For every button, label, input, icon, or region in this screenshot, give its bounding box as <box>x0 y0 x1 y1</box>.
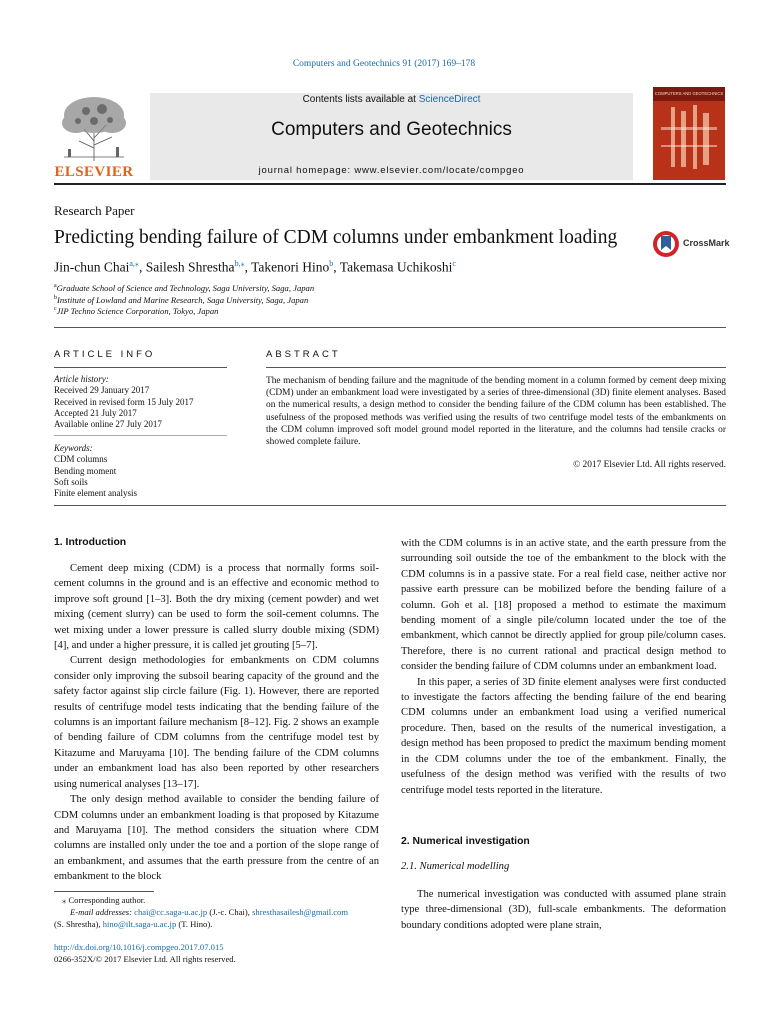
author-name[interactable]: Jin-chun Chai <box>54 259 130 275</box>
contents-line <box>150 94 633 105</box>
doi-link[interactable] <box>54 942 224 954</box>
history-label: Article history: <box>54 374 109 384</box>
footnote-rule <box>54 891 154 892</box>
crossmark-badge[interactable] <box>652 230 732 258</box>
paper-type: Research Paper <box>54 203 135 218</box>
left-column <box>54 561 379 885</box>
affiliation-marker: a <box>54 283 57 290</box>
affiliation-text: Graduate School of Science and Technology, Saga University, Saga, Japan <box>56 283 315 293</box>
keyword: Bending moment <box>54 465 117 476</box>
journal-homepage <box>150 165 633 176</box>
keyword: Soft soils <box>54 476 88 487</box>
sciencedirect-link[interactable]: ScienceDirect <box>418 94 481 105</box>
elsevier-tree-icon <box>54 93 134 163</box>
body-paragraph: The only design method available to consider the bending failure of CDM columns under an embankment loading is that proposed by Kitazume and Maruyama [10]. The method considers the situation where CDM columns are installed only under the toe and a portion of the slope range of an embankment, and assumes that the earth pressure from the centre of an embankment to the block <box>54 794 379 883</box>
author-list: Jin-chun Chai$^{a,⁎}$, Sailesh Shrestha$^{b,⁎}$, Takenori Hino$^b$, Takemasa Uchikoshi$^c$ <box>54 259 456 275</box>
article-history <box>54 374 234 430</box>
affiliation <box>54 283 314 293</box>
author-sup[interactable]: b <box>329 259 334 268</box>
body-paragraph: In this paper, a series of 3D finite element analyses were first conducted to investigate the factors affecting the bending failure of the end bearing CDM columns under an embankment load using a verified numerical procedure. Then, based on the results of the numerical investigation, a design method has been proposed to predict the maximum bending moment in the CDM columns under the toe of the embankment. Finally, the usefulness of the design method was verified with the results of two centrifuge model tests reported in the literature. <box>401 676 726 796</box>
email-link[interactable]: hino@ilt.saga-u.ac.jp <box>102 918 177 929</box>
header-rule <box>54 183 726 185</box>
email-link[interactable]: chai@cc.saga-u.ac.jp <box>134 907 208 917</box>
journal-citation[interactable]: Computers and Geotechnics 91 (2017) 169–178 <box>292 59 476 69</box>
journal-cover-image <box>653 87 725 180</box>
article-info-heading: ARTICLE INFO <box>54 349 156 360</box>
affiliation-text: Institute of Lowland and Marine Research, Saga University, Saga, Japan <box>57 295 309 305</box>
author-sup[interactable]: a,⁎ <box>129 259 139 268</box>
abstract-heading: ABSTRACT <box>266 349 341 360</box>
elsevier-logo <box>54 93 134 163</box>
author-name[interactable]: Sailesh Shrestha <box>145 259 235 275</box>
paper-title: Predicting bending failure of CDM columns under embankment loading <box>54 227 618 248</box>
body-paragraph: Current design methodologies for embankments on CDM columns consider only improving the subsoil bearing capacity of the ground and the safety factor against slip circle failure (Fig. 1). However, there are reported results of centrifuge model tests indicating that the bending failure of the columns is an important failure mechanism [8–12]. Fig. 2 shows an example of bending failure of CDM columns from the centrifuge model test by Kitazume and Maruyama [10]. The bending failure of the CDM columns under an embankment load has also been reported by other researchers using numerical analyses [13–17]. <box>54 655 379 790</box>
contents-prefix: Contents lists available at <box>302 94 419 105</box>
affiliation-marker: c <box>54 306 57 313</box>
affiliation <box>54 306 218 316</box>
corresponding-author-note: ⁎ Corresponding author. <box>62 895 146 905</box>
abstract-bottom-rule <box>54 505 726 506</box>
keyword: Finite element analysis <box>54 488 137 499</box>
keywords <box>54 443 234 499</box>
right-column <box>401 536 726 798</box>
body-paragraph: The numerical investigation was conducted with assumed plane strain type three-dimensional (3D), full-scale embankments. The deformation boundary conditions adopted were plane strain, <box>401 889 726 931</box>
email-owner: (T. Hino). <box>176 918 213 929</box>
keywords-rule <box>54 435 227 436</box>
affiliation-marker: b <box>54 295 57 302</box>
email-footnote <box>54 907 389 930</box>
history-item: Accepted 21 July 2017 <box>54 407 137 418</box>
affiliation <box>54 295 308 305</box>
doi-text[interactable]: http://dx.doi.org/10.1016/j.compgeo.2017.07.015 <box>54 942 224 952</box>
homepage-link[interactable]: www.elsevier.com/locate/compgeo <box>354 165 525 176</box>
issn-line: 0266-352X/© 2017 Elsevier Ltd. All rights reserved. <box>54 954 236 964</box>
history-item: Received 29 January 2017 <box>54 385 150 396</box>
homepage-prefix: journal homepage: <box>258 165 355 176</box>
email-owner: (S. Shrestha), <box>54 918 103 929</box>
right-column-section2 <box>401 887 726 933</box>
email-owner: (J.-c. Chai), <box>207 907 253 917</box>
subsection-heading: 2.1. Numerical modelling <box>401 861 510 872</box>
affiliation-text: JIP Techno Science Corporation, Tokyo, Japan <box>56 306 219 316</box>
keywords-label: Keywords: <box>54 443 93 453</box>
body-paragraph: with the CDM columns is in an active state, and the earth pressure from the surrounding soil outside the toe of the embankment to the block with the CDM columns is in a passive state. For a real field case, neither active nor passive earth pressure can be mobilized before the bending failure of a column. Goh et al. [18] proposed a method to estimate the maximum bending moment of a single pile/column located under the toe of the embankment, which cannot be directly applied for group pile/column cases. Therefore, there is no current rational and practical design method to consider the bending failure of CDM columns under an embankment load. <box>401 538 726 673</box>
author-sup[interactable]: c <box>452 259 456 268</box>
abstract-text: The mechanism of bending failure and the magnitude of the bending moment in a column formed by cement deep mixing (CDM) under an embankment load were investigated by a series of three-dimensional (3D) finite element analyses. Based on the numerical results, a design method to consider the bending failure of the CDM column has been established. The usefulness of the proposed methods was verified using the results of two centrifuge model tests of the embankments on the CDM column improved soft model ground model reported in the literature, and the columns had tensile cracks or showed complete failure. <box>266 376 726 448</box>
cover-art-icon <box>653 87 725 180</box>
journal-title: Computers and Geotechnics <box>271 119 512 140</box>
history-item: Available online 27 July 2017 <box>54 419 162 430</box>
author-sup[interactable]: b,⁎ <box>234 259 245 268</box>
elsevier-wordmark: ELSEVIER <box>54 164 134 180</box>
author-name[interactable]: Takemasa Uchikoshi <box>339 259 453 275</box>
cover-title-text: COMPUTERS AND GEOTECHNICS <box>654 91 724 96</box>
body-paragraph: Cement deep mixing (CDM) is a process that normally forms soil-cement columns in the ground and is an effective and economic method to improve soft ground [1–3]. Both the dry mixing (cement powder) and wet mixing (cement slurry) can be used to form the soil-cement columns. The wet mixing under a lower pressure is called slurry double mixing (SDM) [4], and under a higher pressure, it is called jet grouting [5–7]. <box>54 563 379 652</box>
section-heading: 2. Numerical investigation <box>401 836 530 847</box>
crossmark-label: CrossMark <box>683 238 730 248</box>
author-name[interactable]: Takenori Hino <box>251 259 330 275</box>
section-heading: 1. Introduction <box>54 537 127 548</box>
info-rule <box>54 367 227 368</box>
abstract-rule <box>266 367 726 368</box>
keyword: CDM columns <box>54 454 108 465</box>
affiliation-rule <box>54 327 726 328</box>
email-label: E-mail addresses: <box>70 907 132 917</box>
email-link[interactable]: shresthasailesh@gmail.com <box>252 907 349 917</box>
abstract-copyright: © 2017 Elsevier Ltd. All rights reserved. <box>573 460 726 470</box>
history-item: Received in revised form 15 July 2017 <box>54 396 194 407</box>
crossmark-icon <box>652 230 680 258</box>
